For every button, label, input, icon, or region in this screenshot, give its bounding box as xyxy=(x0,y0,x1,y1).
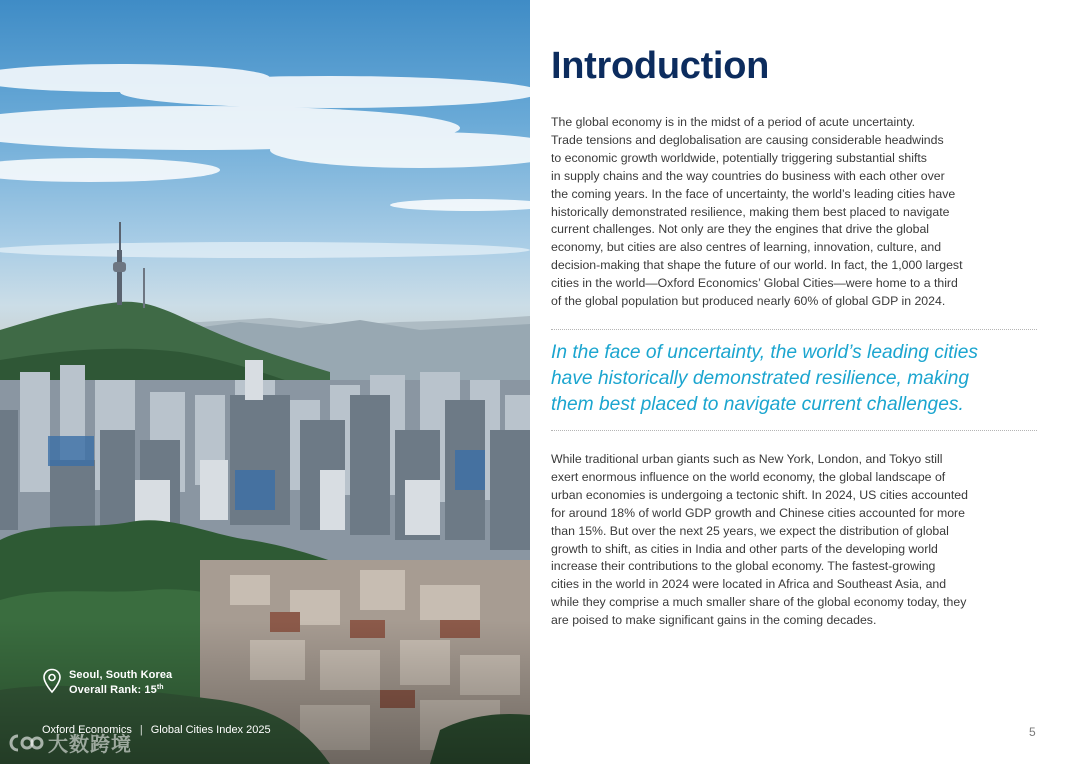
overall-rank: Overall Rank: 15th xyxy=(69,684,164,696)
pull-quote-block xyxy=(551,329,1037,431)
seoul-skyline-illustration xyxy=(0,0,530,764)
page-number: 5 xyxy=(1029,725,1036,739)
intro-paragraph-1: The global economy is in the midst of a period of acute uncertainty. Trade tensions and deglobalisation are causing considerable headwinds to economic growth worldwide, potentially triggering substantial shifts in supply chains and the way countries do business with each other over the coming years. In the face of uncertainty, the world’s leading cities have historically demonstrated resilience, making them best placed to navigate current challenges. Not only are they the engines that drive the global economy, but cities are also centres of learning, innovation, culture, and decision-making that shape the future of our world. In fact, the 1,000 largest cities in the world—Oxford Economics’ Global Cities—were home to a third of the global population but produced nearly 60% of global GDP in 2024. xyxy=(551,115,963,309)
article-content xyxy=(551,44,1041,630)
footer-publication: Global Cities Index 2025 xyxy=(150,724,271,736)
watermark-logo-icon xyxy=(8,730,44,756)
footer-separator: | xyxy=(139,724,143,736)
page-title: Introduction xyxy=(551,45,770,87)
location-name: Seoul, South Korea xyxy=(69,669,173,681)
pull-quote: In the face of uncertainty, the world’s leading cities have historically demonstrated resilience, making them best placed to navigate current challenges. xyxy=(551,341,978,415)
watermark xyxy=(8,728,132,757)
footer-brand: Oxford Economics xyxy=(42,724,132,736)
watermark-text: 大数跨境 xyxy=(48,734,132,756)
intro-paragraph-2: While traditional urban giants such as New York, London, and Tokyo still exert enormous influence on the world economy, the global landscape of urban economies is undergoing a tectonic shift. In 2024, US cities accounted for around 18% of world GDP growth and Chinese cities accounted for more than 15%. But over the next 25 years, we expect the distribution of global growth to shift, as cities in India and other parts of the developing world increase their contributions to the global economy. The fastest-growing cities in the world in 2024 were located in Africa and Southeast Asia, and while they comprise a much smaller share of the global economy today, they are poised to make significant gains in the coming decades. xyxy=(551,451,968,628)
city-photo xyxy=(0,0,530,764)
location-pin-icon xyxy=(42,668,62,694)
photo-location-caption xyxy=(42,668,172,698)
